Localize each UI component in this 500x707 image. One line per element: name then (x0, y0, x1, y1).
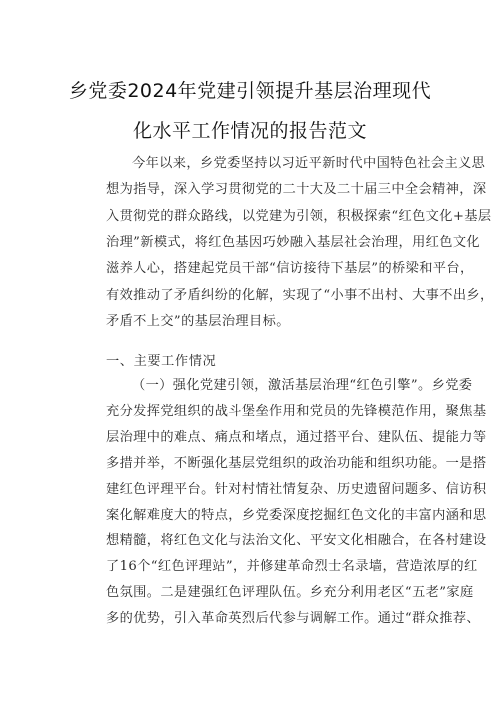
paragraph-line: 多的优势，引入革命英烈后代参与调解工作。通过“群众推荐、 (106, 611, 481, 627)
paragraph-line: 今年以来，乡党委坚持以习近平新时代中国特色社会主义思 (132, 156, 486, 171)
document-title-line-2: 化水平工作情况的报告范文 (132, 120, 367, 142)
paragraph-line: 想为指导，深入学习贯彻党的二十大及二十届三中全会精神，深 (106, 182, 487, 198)
paragraph-line: 建红色评理平台。针对村情社情复杂、历史遗留问题多、信访积 (106, 481, 487, 497)
paragraph-line: 案化解难度大的特点，乡党委深度挖掘红色文化的丰富内涵和思 (106, 507, 487, 523)
document-title-line-1: 乡党委2024年党建引领提升基层治理现代 (68, 80, 432, 102)
paragraph-line: 了16个“红色评理站”，并修建革命烈士名录墙，营造浓厚的红 (106, 559, 478, 575)
paragraph-line: 充分发挥党组织的战斗堡垒作用和党员的先锋模范作用，聚焦基 (106, 403, 487, 419)
paragraph-line: 治理”新模式，将红色基因巧妙融入基层社会治理，用红色文化 (106, 234, 481, 250)
paragraph-line: 层治理中的难点、痛点和堵点，通过搭平台、建队伍、提能力等 (106, 429, 487, 445)
paragraph-line: 想精髓，将红色文化与法治文化、平安文化相融合，在各村建设 (106, 533, 487, 549)
section-heading: 一、主要工作情况 (106, 354, 217, 369)
paragraph-line: 入贯彻党的群众路线，以党建为引领，积极探索“红色文化+基层 (106, 208, 492, 224)
paragraph-line: 有效推动了矛盾纠纷的化解，实现了“小事不出村、大事不出乡， (106, 287, 494, 303)
paragraph-line: （一）强化党建引领，激活基层治理“红色引擎”。乡党委 (132, 378, 473, 393)
paragraph-line: 色氛围。二是建强红色评理队伍。乡充分利用老区“五老”家庭 (106, 585, 474, 601)
paragraph-line: 滋养人心，搭建起党员干部“信访接待下基层”的桥梁和平台， (106, 261, 474, 277)
paragraph-line: 多措并举，不断强化基层党组织的政治功能和组织功能。一是搭 (106, 455, 487, 471)
paragraph-line: 矛盾不上交”的基层治理目标。 (106, 313, 290, 329)
